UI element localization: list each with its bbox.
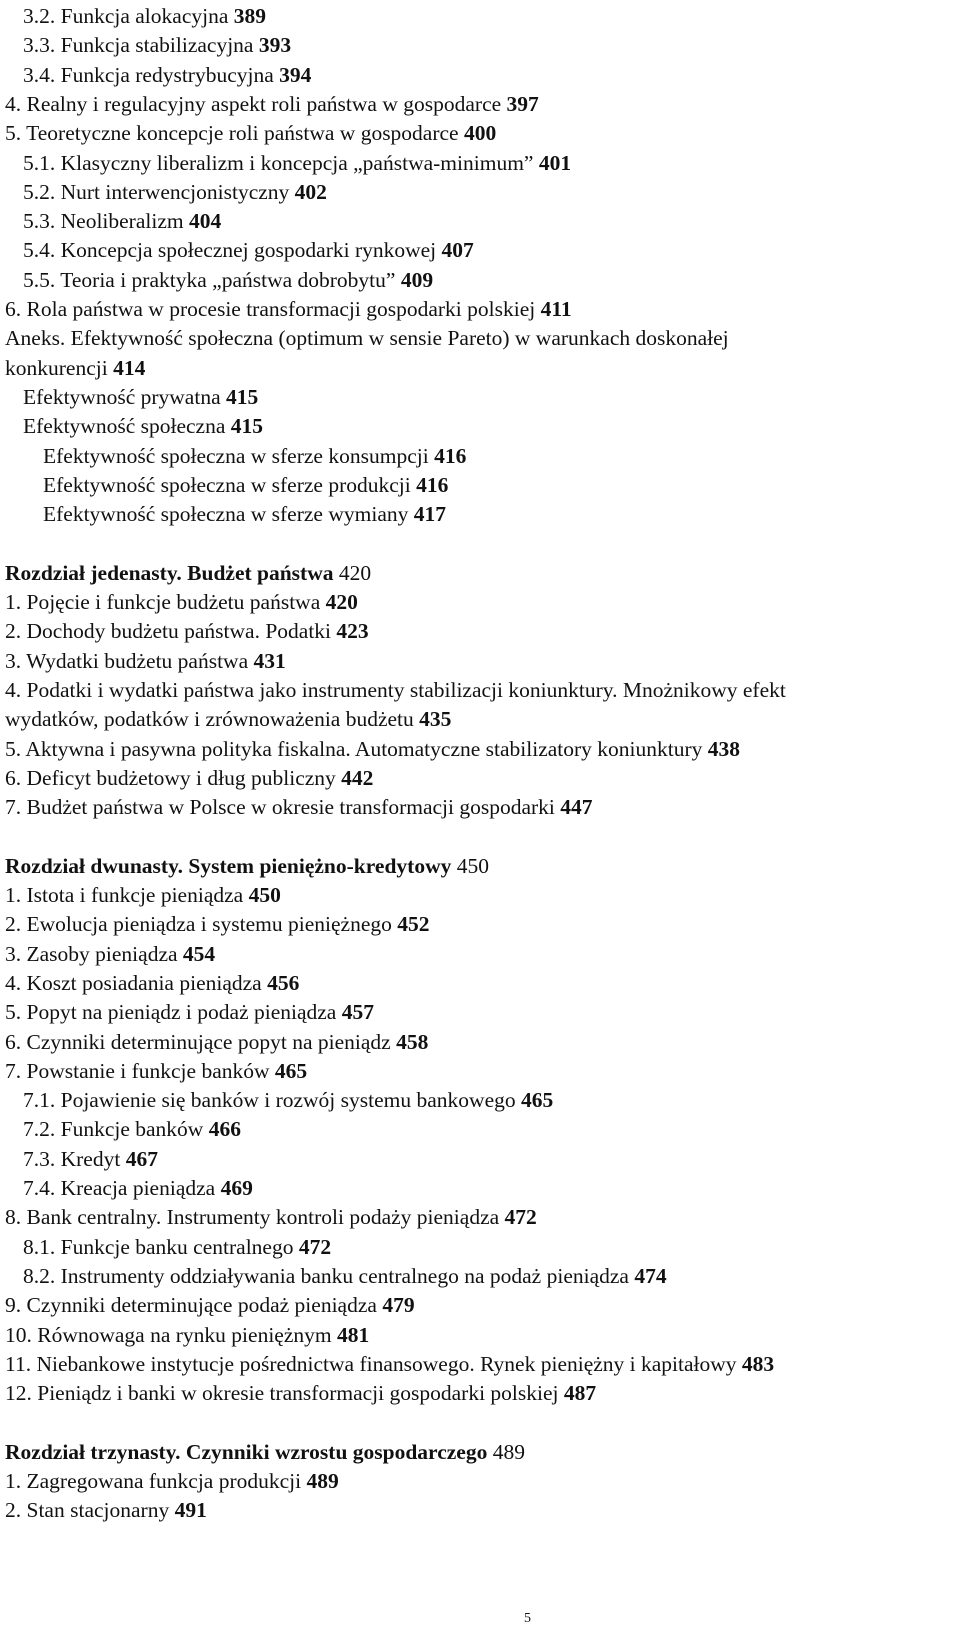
toc-entry bbox=[23, 1086, 553, 1114]
entry-page-number: 435 bbox=[419, 707, 452, 732]
toc-entry bbox=[5, 617, 369, 645]
toc-entry bbox=[23, 383, 258, 411]
toc-entry bbox=[23, 1262, 667, 1290]
entry-page-number: 420 bbox=[338, 560, 372, 585]
entry-page-number: 402 bbox=[294, 179, 327, 204]
toc-entry bbox=[5, 735, 740, 763]
toc-entry bbox=[23, 412, 263, 440]
entry-page-number: 469 bbox=[220, 1176, 253, 1200]
toc-entry bbox=[5, 1321, 369, 1349]
toc-entry bbox=[43, 442, 466, 470]
entry-page-number: 442 bbox=[341, 765, 374, 790]
entry-title: Efektywność społeczna w sferze produkcji bbox=[43, 472, 411, 497]
toc-entry bbox=[5, 119, 496, 147]
entry-title: 3. Zasoby pieniądza bbox=[5, 941, 178, 966]
toc-entry bbox=[5, 647, 286, 675]
entry-page-number: 452 bbox=[397, 912, 430, 937]
entry-page-number: 472 bbox=[298, 1234, 332, 1259]
entry-title: 10. Równowaga na rynku pieniężnym bbox=[5, 1322, 332, 1347]
entry-page-number: 483 bbox=[741, 1351, 775, 1376]
entry-title: 7.3. Kredyt bbox=[23, 1146, 121, 1171]
entry-title: 5.4. Koncepcja społecznej gospodarki rynkowej bbox=[23, 238, 437, 263]
entry-title: 12. Pieniądz i banki w okresie transformacji gospodarki polskiej bbox=[5, 1381, 559, 1406]
entry-title: 6. Czynniki determinujące popyt na pieniądz bbox=[5, 1029, 391, 1054]
entry-page-number: 423 bbox=[336, 619, 369, 644]
entry-title: Efektywność społeczna bbox=[23, 414, 226, 439]
entry-page-number: 420 bbox=[325, 590, 358, 614]
toc-entry bbox=[5, 1467, 339, 1495]
toc-entry bbox=[5, 705, 451, 733]
entry-page-number: 394 bbox=[279, 62, 312, 87]
entry-title: 9. Czynniki determinujące podaż pieniądza bbox=[5, 1293, 377, 1318]
entry-page-number: 472 bbox=[504, 1205, 537, 1230]
toc-entry bbox=[5, 1379, 596, 1407]
chapter-heading bbox=[5, 852, 489, 880]
entry-title: 3.3. Funkcja stabilizacyjna bbox=[23, 33, 254, 58]
toc-entry bbox=[23, 61, 311, 89]
chapter-heading bbox=[5, 559, 371, 587]
toc-entry bbox=[5, 793, 593, 821]
entry-page-number: 489 bbox=[492, 1439, 525, 1464]
toc-entry bbox=[43, 500, 446, 528]
entry-page-number: 447 bbox=[560, 795, 593, 820]
entry-title: Efektywność społeczna w sferze wymiany bbox=[43, 502, 409, 527]
entry-title: Efektywność prywatna bbox=[23, 384, 221, 409]
entry-page-number: 417 bbox=[413, 502, 446, 527]
entry-page-number: 458 bbox=[396, 1029, 429, 1054]
entry-title: 1. Istota i funkcje pieniądza bbox=[5, 883, 244, 907]
entry-page-number: 415 bbox=[226, 384, 259, 409]
entry-title: Rozdział trzynasty. Czynniki wzrostu gospodarczego bbox=[5, 1439, 488, 1464]
toc-entry bbox=[5, 1028, 428, 1056]
entry-title: 1. Pojęcie i funkcje budżetu państwa bbox=[5, 590, 321, 614]
entry-page-number: 393 bbox=[258, 33, 292, 58]
entry-title: 2. Dochody budżetu państwa. Podatki bbox=[5, 619, 332, 644]
entry-title: 3.2. Funkcja alokacyjna bbox=[23, 4, 229, 28]
entry-title: 3.4. Funkcja redystrybucyjna bbox=[23, 62, 274, 87]
entry-title: Aneks. Efektywność społeczna (optimum w sensie Pareto) w warunkach doskonałej bbox=[5, 326, 729, 351]
entry-title: 7. Budżet państwa w Polsce w okresie transformacji gospodarki bbox=[5, 795, 555, 820]
entry-title: 11. Niebankowe instytucje pośrednictwa finansowego. Rynek pieniężny i kapitałowy bbox=[5, 1351, 737, 1376]
entry-title: 5. Popyt na pieniądz i podaż pieniądza bbox=[5, 1000, 337, 1025]
entry-page-number: 450 bbox=[248, 883, 281, 907]
entry-title: 8. Bank centralny. Instrumenty kontroli podaży pieniądza bbox=[5, 1205, 500, 1230]
toc-entry bbox=[23, 207, 221, 235]
entry-page-number: 411 bbox=[540, 297, 572, 321]
entry-title: 7.2. Funkcje banków bbox=[23, 1117, 204, 1142]
toc-entry bbox=[23, 31, 291, 59]
entry-title: 8.1. Funkcje banku centralnego bbox=[23, 1234, 294, 1259]
entry-page-number: 397 bbox=[506, 91, 539, 116]
entry-page-number: 466 bbox=[208, 1117, 241, 1142]
entry-title: 5.3. Neoliberalizm bbox=[23, 209, 184, 234]
entry-title: 2. Stan stacjonarny bbox=[5, 1498, 170, 1523]
entry-title: 5.5. Teoria i praktyka „państwa dobrobytu” bbox=[23, 267, 396, 292]
entry-page-number: 465 bbox=[521, 1088, 554, 1113]
entry-page-number: 414 bbox=[113, 355, 146, 380]
toc-entry bbox=[23, 266, 433, 294]
entry-page-number: 489 bbox=[306, 1469, 339, 1493]
entry-page-number: 404 bbox=[188, 209, 222, 234]
toc-entry bbox=[23, 1145, 158, 1173]
entry-page-number: 450 bbox=[456, 853, 489, 878]
toc-entry bbox=[23, 178, 327, 206]
toc-entry bbox=[5, 764, 373, 792]
entry-title: Efektywność społeczna w sferze konsumpcji bbox=[43, 443, 429, 468]
toc-entry bbox=[23, 149, 571, 177]
entry-page-number: 400 bbox=[463, 121, 497, 146]
entry-page-number: 416 bbox=[434, 443, 467, 468]
toc-entry bbox=[5, 324, 729, 352]
entry-page-number: 407 bbox=[441, 238, 474, 263]
entry-page-number: 401 bbox=[538, 150, 572, 175]
toc-entry bbox=[5, 881, 281, 909]
page-number: 5 bbox=[524, 1611, 531, 1626]
entry-title: 4. Realny i regulacyjny aspekt roli państwa w gospodarce bbox=[5, 91, 502, 116]
entry-title: 6. Rola państwa w procesie transformacji gospodarki polskiej bbox=[5, 297, 536, 321]
toc-entry bbox=[5, 295, 572, 323]
toc-entry bbox=[5, 1496, 207, 1524]
entry-title: 4. Koszt posiadania pieniądza bbox=[5, 970, 262, 995]
entry-page-number: 481 bbox=[336, 1322, 370, 1347]
entry-title: 7. Powstanie i funkcje banków bbox=[5, 1058, 270, 1083]
toc-entry bbox=[5, 910, 430, 938]
entry-title: 5.2. Nurt interwencjonistyczny bbox=[23, 179, 290, 204]
toc-entry bbox=[5, 940, 215, 968]
entry-title: 7.4. Kreacja pieniądza bbox=[23, 1176, 216, 1200]
toc-entry bbox=[5, 1057, 307, 1085]
toc-entry bbox=[23, 1233, 331, 1261]
entry-page-number: 474 bbox=[634, 1263, 667, 1288]
entry-title: 6. Deficyt budżetowy i dług publiczny bbox=[5, 765, 336, 790]
entry-page-number: 431 bbox=[253, 648, 286, 673]
toc-entry bbox=[5, 998, 374, 1026]
entry-page-number: 454 bbox=[182, 941, 216, 966]
entry-title: 4. Podatki i wydatki państwa jako instrumenty stabilizacji koniunktury. Mnożnikowy efekt bbox=[5, 677, 786, 702]
entry-title: 5.1. Klasyczny liberalizm i koncepcja „państwa-minimum” bbox=[23, 150, 534, 175]
entry-title: 5. Teoretyczne koncepcje roli państwa w gospodarce bbox=[5, 121, 459, 146]
entry-page-number: 487 bbox=[563, 1381, 597, 1406]
entry-title: Rozdział dwunasty. System pieniężno-kredytowy bbox=[5, 853, 452, 878]
entry-page-number: 409 bbox=[400, 267, 434, 292]
toc-entry bbox=[5, 1350, 774, 1378]
entry-title: 3. Wydatki budżetu państwa bbox=[5, 648, 249, 673]
entry-page-number: 465 bbox=[274, 1058, 308, 1083]
entry-page-number: 416 bbox=[416, 472, 449, 497]
toc-entry bbox=[5, 676, 786, 704]
toc-entry bbox=[5, 354, 145, 382]
entry-page-number: 415 bbox=[230, 414, 264, 439]
entry-title: konkurencji bbox=[5, 355, 108, 380]
entry-page-number: 467 bbox=[125, 1146, 158, 1171]
toc-entry bbox=[5, 1291, 415, 1319]
entry-page-number: 456 bbox=[267, 970, 300, 995]
toc-entry bbox=[5, 588, 358, 616]
entry-page-number: 491 bbox=[174, 1498, 207, 1523]
toc-entry bbox=[23, 236, 474, 264]
chapter-heading bbox=[5, 1438, 525, 1466]
entry-title: 1. Zagregowana funkcja produkcji bbox=[5, 1469, 302, 1493]
entry-title: wydatków, podatków i zrównoważenia budżetu bbox=[5, 707, 414, 732]
entry-title: 8.2. Instrumenty oddziaływania banku centralnego na podaż pieniądza bbox=[23, 1263, 629, 1288]
toc-entry bbox=[5, 90, 539, 118]
toc-entry bbox=[23, 1115, 241, 1143]
entry-title: 2. Ewolucja pieniądza i systemu pieniężnego bbox=[5, 912, 392, 937]
entry-title: Rozdział jedenasty. Budżet państwa bbox=[5, 560, 334, 585]
entry-title: 7.1. Pojawienie się banków i rozwój systemu bankowego bbox=[23, 1088, 516, 1113]
entry-title: 5. Aktywna i pasywna polityka fiskalna. Automatyczne stabilizatory koniunktury bbox=[5, 736, 703, 761]
entry-page-number: 389 bbox=[233, 4, 267, 28]
entry-page-number: 457 bbox=[341, 1000, 374, 1025]
toc-entry bbox=[23, 1174, 253, 1202]
toc-entry bbox=[43, 471, 448, 499]
toc-entry bbox=[5, 969, 299, 997]
toc-entry bbox=[23, 2, 266, 30]
toc-entry bbox=[5, 1203, 537, 1231]
entry-page-number: 479 bbox=[382, 1293, 415, 1318]
entry-page-number: 438 bbox=[707, 736, 741, 761]
